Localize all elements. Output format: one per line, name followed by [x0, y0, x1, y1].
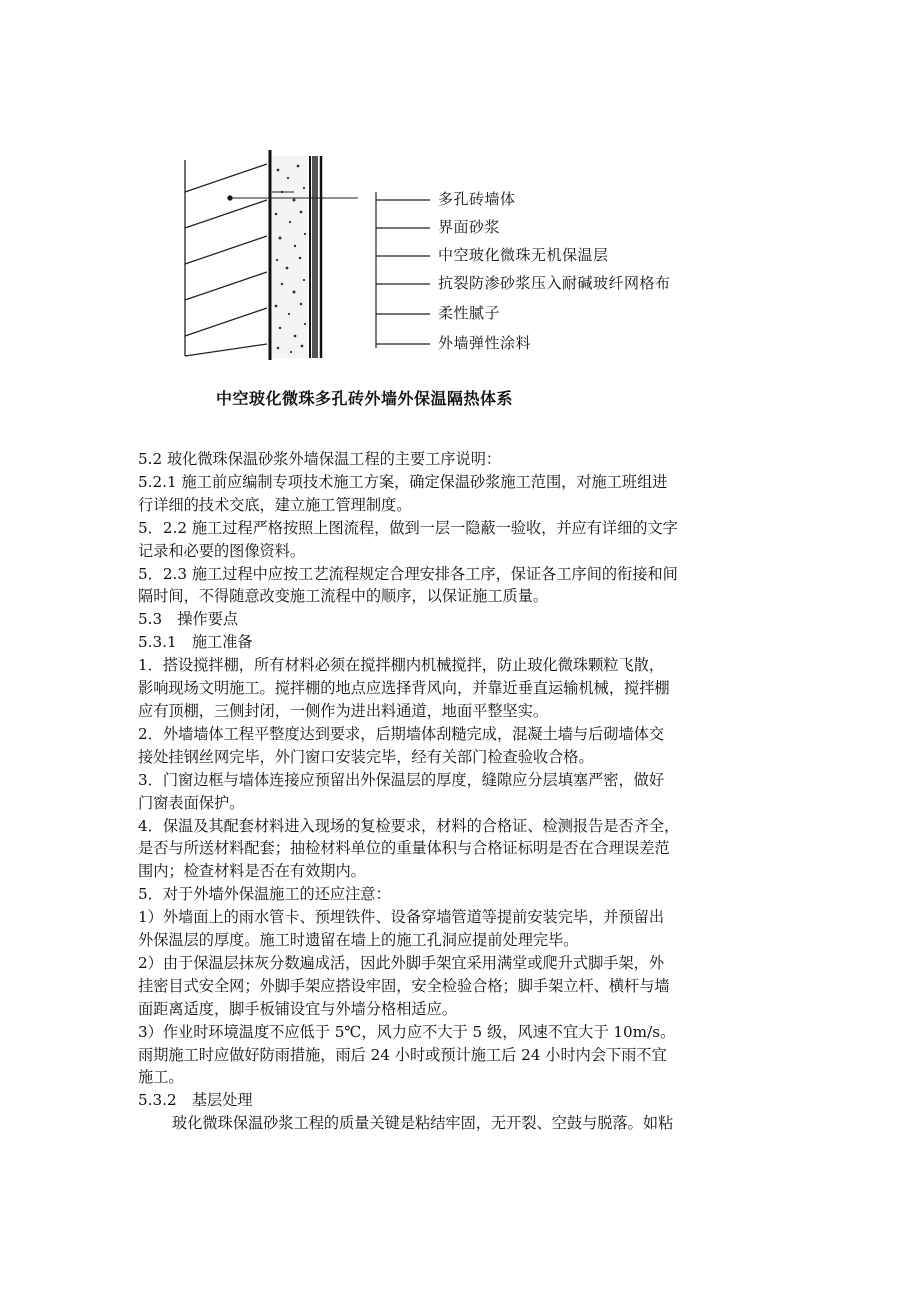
section-heading: 5.3.1 施工准备 [138, 633, 253, 652]
label-flexible-putty: 柔性腻子 [438, 304, 501, 322]
label-anti-crack-mortar: 抗裂防渗砂浆压入耐碱玻纤网格布 [438, 274, 671, 292]
paragraph-line: 2）由于保温层抹灰分数遍成活，因此外脚手架宜采用满堂或爬升式脚手架，外 [138, 953, 665, 972]
paragraph-line: 3）作业时环境温度不应低于 5℃，风力应不大于 5 级，风速不宜大于 10m/s。 [138, 1022, 676, 1041]
paragraph-line: 挂密目式安全网；外脚手架应搭设牢固，安全检验合格；脚手架立杆、横杆与墙 [138, 976, 670, 995]
section-heading: 5.3 操作要点 [138, 610, 239, 629]
wall-section-diagram [170, 120, 570, 420]
label-elastic-coating: 外墙弹性涂料 [438, 334, 532, 352]
paragraph-line: 5．2.2 施工过程严格按照上图流程，做到一层一隐蔽一验收，并应有详细的文字 [138, 518, 678, 537]
figure-caption: 中空玻化微珠多孔砖外墙外保温隔热体系 [216, 389, 514, 408]
paragraph-line: 5.2.1 施工前应编制专项技术施工方案，确定保温砂浆施工范围，对施工班组进 [138, 472, 668, 491]
paragraph-line: 应有顶棚，三侧封闭，一侧作为进出料通道，地面平整坚实。 [138, 701, 549, 720]
label-brick-wall: 多孔砖墙体 [438, 190, 516, 208]
paragraph-line: 1．搭设搅拌棚，所有材料必须在搅拌棚内机械搅拌，防止玻化微珠颗粒飞散， [138, 656, 665, 675]
paragraph-line: 围内；检查材料是否在有效期内。 [138, 862, 366, 881]
paragraph-line: 外保温层的厚度。施工时遗留在墙上的施工孔洞应提前处理完毕。 [138, 931, 579, 950]
brick-wall-hatch [185, 160, 267, 356]
insulation-layer [272, 156, 308, 358]
paragraph-line: 雨期施工时应做好防雨措施，雨后 24 小时或预计施工后 24 小时内会下雨不宜 [138, 1045, 667, 1064]
paragraph-line: 5．2.3 施工过程中应按工艺流程规定合理安排各工序，保证各工序间的衔接和间 [138, 564, 678, 583]
paragraph-line: 面距离适度，脚手板铺设宜与外墙分格相适应。 [138, 999, 457, 1018]
paragraph-line: 行详细的技术交底，建立施工管理制度。 [138, 495, 412, 514]
paragraph-line: 5．对于外墙外保温施工的还应注意： [138, 885, 391, 904]
paragraph-line: 隔时间，不得随意改变施工流程中的顺序，以保证施工质量。 [138, 587, 549, 606]
label-bracket [376, 192, 430, 348]
paragraph-line: 2．外墙墙体工程平整度达到要求，后期墙体刮糙完成，混凝土墙与后砌墙体交 [138, 724, 665, 743]
paragraph-line: 1）外墙面上的雨水管卡、预埋铁件、设备穿墙管道等提前安装完毕，并预留出 [138, 908, 665, 927]
paragraph-line: 玻化微珠保温砂浆工程的质量关键是粘结牢固，无开裂、空鼓与脱落。如粘 [172, 1114, 674, 1133]
paragraph-line: 门窗表面保护。 [138, 793, 245, 812]
paragraph-line: 是否与所送材料配套；抽检材料单位的重量体积与合格证标明是否在合理误差范 [138, 839, 670, 858]
paragraph-line: 施工。 [138, 1068, 184, 1087]
paragraph-line: 3．门窗边框与墙体连接应预留出外保温层的厚度，缝隙应分层填塞严密，做好 [138, 770, 665, 789]
wall-section-figure [170, 120, 671, 420]
paragraph-line: 影响现场文明施工。搅拌棚的地点应选择背风向，并靠近垂直运输机械，搅拌棚 [138, 679, 670, 698]
label-insulation-layer: 中空玻化微珠无机保温层 [438, 246, 609, 264]
putty-layer [312, 156, 318, 358]
section-heading: 5.3.2 基层处理 [138, 1091, 253, 1110]
document-body [138, 448, 788, 1135]
paragraph-line: 记录和必要的图像资料。 [138, 541, 306, 560]
label-interface-mortar: 界面砂浆 [438, 218, 501, 236]
section-heading: 5.2 玻化微珠保温砂浆外墙保温工程的主要工序说明： [138, 450, 502, 468]
paragraph-line: 4．保温及其配套材料进入现场的复检要求，材料的合格证、检测报告是否齐全， [138, 816, 680, 835]
paragraph-line: 接处挂钢丝网完毕，外门窗口安装完毕，经有关部门检查验收合格。 [138, 747, 594, 766]
